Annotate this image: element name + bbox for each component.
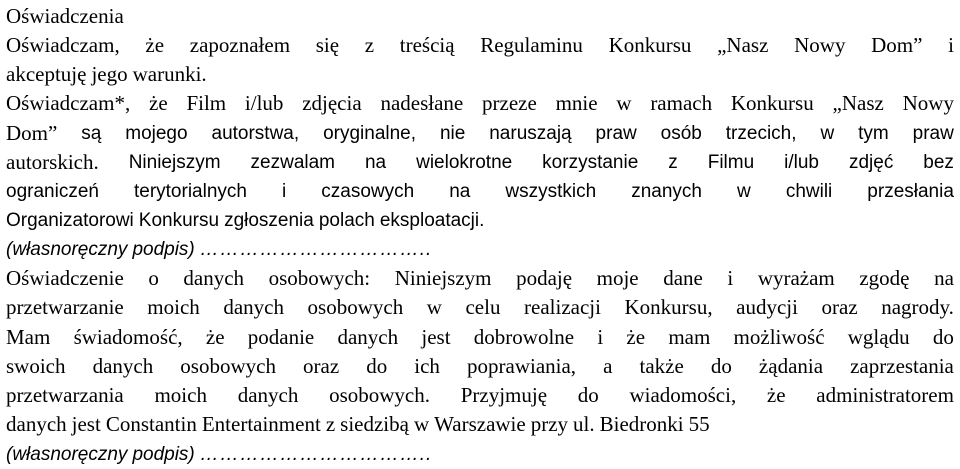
word: swoich bbox=[6, 354, 66, 378]
word: i bbox=[282, 181, 287, 202]
document-line bbox=[6, 89, 954, 118]
word: Niniejszym bbox=[128, 152, 221, 173]
word: do bbox=[366, 354, 388, 378]
word: że bbox=[626, 325, 646, 349]
document-line bbox=[6, 323, 954, 352]
word: moje bbox=[596, 266, 639, 290]
word: Konkursu bbox=[730, 91, 814, 115]
word: dobrowolne bbox=[473, 325, 575, 349]
document-line bbox=[6, 206, 954, 235]
document-title-text: Oświadczenia bbox=[6, 4, 124, 28]
word: o bbox=[148, 266, 159, 290]
word: mam bbox=[668, 325, 711, 349]
word: Przyjmuję bbox=[460, 383, 548, 407]
word: do bbox=[710, 354, 732, 378]
word: Nowy bbox=[902, 91, 954, 115]
document-line bbox=[6, 177, 954, 206]
word: nagrody. bbox=[881, 295, 954, 319]
word: podanie bbox=[247, 325, 315, 349]
document-line bbox=[6, 293, 954, 322]
word: wiadomości, bbox=[629, 383, 737, 407]
word: osobowych. bbox=[329, 383, 430, 407]
word: danych bbox=[223, 295, 284, 319]
word: bez bbox=[923, 152, 954, 173]
word: z bbox=[364, 33, 375, 57]
word: Warszawie bbox=[434, 412, 526, 436]
word: danych bbox=[92, 354, 154, 378]
signature-line bbox=[6, 235, 954, 264]
word: przetwarzania bbox=[6, 383, 124, 407]
word: zezwalam bbox=[250, 152, 336, 173]
word: na bbox=[449, 181, 471, 202]
word: nadesłane bbox=[380, 91, 464, 115]
word: …………………………….. bbox=[199, 444, 433, 465]
word: osobowych bbox=[180, 354, 276, 378]
word: terytorialnych bbox=[133, 181, 247, 202]
word: Filmu bbox=[707, 152, 755, 173]
document-line bbox=[6, 119, 954, 148]
word: danych bbox=[183, 266, 245, 290]
word: warunki. bbox=[132, 62, 207, 86]
document-line bbox=[6, 381, 954, 410]
word: Dom” bbox=[6, 121, 58, 145]
word: danych bbox=[337, 325, 399, 349]
word: wszystkich bbox=[505, 181, 597, 202]
word: jego bbox=[91, 62, 128, 86]
word: przy bbox=[530, 412, 569, 436]
word: wielokrotne bbox=[416, 152, 513, 173]
word: oryginalne, bbox=[323, 123, 417, 144]
word: że bbox=[149, 91, 168, 115]
word: eksploatacji. bbox=[379, 210, 485, 231]
word: Constantin bbox=[105, 412, 197, 436]
word: że bbox=[205, 325, 225, 349]
document-line bbox=[6, 31, 954, 60]
word: „Nasz bbox=[717, 33, 769, 57]
word: i/lub bbox=[244, 91, 284, 115]
word: mojego bbox=[125, 123, 188, 144]
word: naruszają bbox=[489, 123, 572, 144]
word: Konkursu, bbox=[624, 295, 713, 319]
word: nie bbox=[439, 123, 466, 144]
word: Mam bbox=[6, 325, 51, 349]
word: i bbox=[948, 33, 954, 57]
word: żądania bbox=[758, 354, 824, 378]
word: zapoznałem bbox=[189, 33, 291, 57]
word: (własnoręczny bbox=[6, 239, 128, 260]
word: ich bbox=[414, 354, 440, 378]
word: przetwarzanie bbox=[6, 295, 124, 319]
word: zdjęć bbox=[848, 152, 894, 173]
word: autorstwa, bbox=[211, 123, 300, 144]
word: osobowych: bbox=[268, 266, 371, 290]
word: „Nasz bbox=[832, 91, 884, 115]
word: oraz bbox=[821, 295, 858, 319]
word: z bbox=[668, 152, 678, 173]
word: w bbox=[820, 123, 835, 144]
document-line bbox=[6, 148, 954, 177]
word: Film bbox=[186, 91, 227, 115]
word: dane bbox=[663, 266, 703, 290]
document-line bbox=[6, 410, 954, 439]
word: wglądu bbox=[847, 325, 910, 349]
document-line bbox=[6, 352, 954, 381]
word: poprawiania, bbox=[467, 354, 577, 378]
word: Oświadczam*, bbox=[6, 91, 131, 115]
word: polach bbox=[318, 210, 375, 231]
word: Konkursu bbox=[138, 210, 220, 231]
word: akceptuję bbox=[6, 62, 87, 86]
word: Niniejszym bbox=[394, 266, 492, 290]
word: zaprzestania bbox=[850, 354, 954, 378]
word: do bbox=[577, 383, 599, 407]
word: korzystanie bbox=[542, 152, 639, 173]
word: danych bbox=[237, 383, 299, 407]
word: i bbox=[597, 325, 604, 349]
word: zdjęcia bbox=[302, 91, 362, 115]
word: mnie bbox=[555, 91, 598, 115]
signature-line bbox=[6, 440, 954, 469]
document-line bbox=[6, 264, 954, 293]
word: Oświadczenie bbox=[6, 266, 124, 290]
word: w bbox=[737, 181, 751, 202]
word: tym bbox=[858, 123, 889, 144]
word: podaję bbox=[516, 266, 573, 290]
word: zgłoszenia bbox=[224, 210, 314, 231]
word: autorskich. bbox=[6, 150, 99, 174]
word: ul. bbox=[573, 412, 595, 436]
word: praw bbox=[912, 123, 954, 144]
word: Dom” bbox=[871, 33, 923, 57]
word: w bbox=[413, 412, 430, 436]
word: świadomość, bbox=[73, 325, 183, 349]
word: na bbox=[934, 266, 954, 290]
word: wyrażam bbox=[757, 266, 835, 290]
word: w bbox=[426, 295, 442, 319]
word: Nowy bbox=[794, 33, 846, 57]
word: chwili bbox=[785, 181, 833, 202]
word: administratorem bbox=[816, 383, 954, 407]
word: Organizatorowi bbox=[6, 210, 134, 231]
word: moich bbox=[147, 295, 200, 319]
word: 55 bbox=[688, 412, 710, 436]
word: Regulaminu bbox=[480, 33, 583, 57]
word: znanych bbox=[631, 181, 703, 202]
word: praw bbox=[595, 123, 637, 144]
word: czasowych bbox=[321, 181, 415, 202]
word: …………………………….. bbox=[199, 239, 433, 260]
word: zgodę bbox=[859, 266, 910, 290]
word: a bbox=[603, 354, 613, 378]
word: podpis) bbox=[132, 239, 195, 260]
word: Entertainment bbox=[201, 412, 321, 436]
word: przesłania bbox=[867, 181, 954, 202]
word: jest bbox=[71, 412, 101, 436]
document-title bbox=[6, 2, 954, 31]
word: celu bbox=[465, 295, 501, 319]
word: Oświadczam, bbox=[6, 33, 120, 57]
word: siedzibą bbox=[340, 412, 409, 436]
word: i bbox=[727, 266, 734, 290]
word: ograniczeń bbox=[6, 181, 99, 202]
word: przeze bbox=[482, 91, 537, 115]
word: że bbox=[145, 33, 165, 57]
word: Konkursu bbox=[608, 33, 692, 57]
word: się bbox=[315, 33, 340, 57]
word: oraz bbox=[303, 354, 340, 378]
word: są bbox=[81, 123, 102, 144]
word: z bbox=[325, 412, 336, 436]
word: Biedronki bbox=[599, 412, 684, 436]
word: moich bbox=[154, 383, 207, 407]
word: realizacji bbox=[524, 295, 601, 319]
word: możliwość bbox=[733, 325, 825, 349]
word: treścią bbox=[399, 33, 455, 57]
word: ramach bbox=[650, 91, 713, 115]
word: (własnoręczny bbox=[6, 444, 128, 465]
word: danych bbox=[6, 412, 67, 436]
word: osobowych bbox=[307, 295, 404, 319]
word: audycji bbox=[736, 295, 798, 319]
word: osób bbox=[660, 123, 702, 144]
word: także bbox=[639, 354, 684, 378]
word: że bbox=[766, 383, 786, 407]
word: i/lub bbox=[784, 152, 819, 173]
document-line bbox=[6, 60, 954, 89]
word: podpis) bbox=[132, 444, 195, 465]
word: w bbox=[616, 91, 632, 115]
word: na bbox=[364, 152, 387, 173]
word: trzecich, bbox=[725, 123, 797, 144]
word: do bbox=[932, 325, 954, 349]
word: jest bbox=[421, 325, 451, 349]
